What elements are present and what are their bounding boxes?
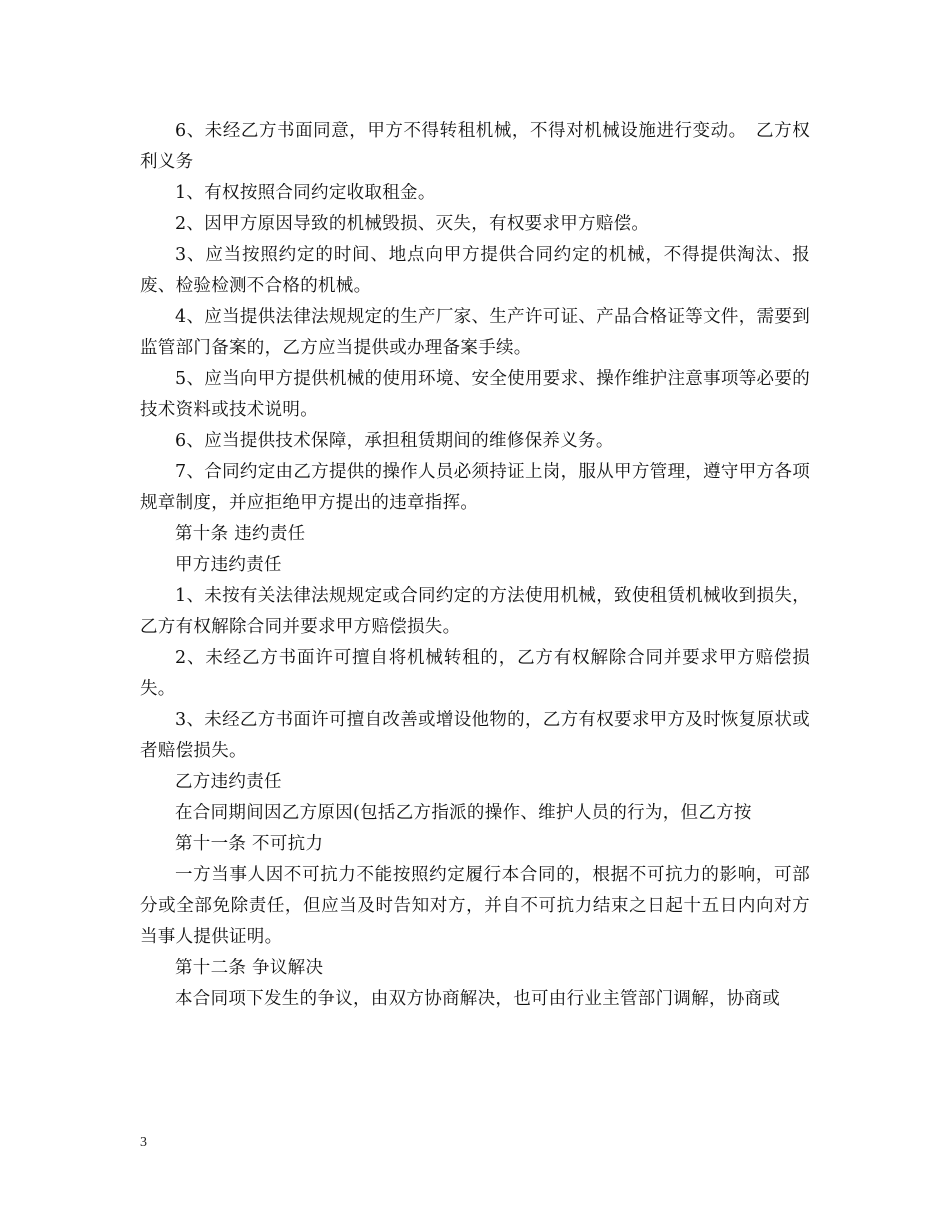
section-heading: 第十一条 不可抗力 xyxy=(175,834,324,854)
paragraph: 在合同期间因乙方原因(包括乙方指派的操作、维护人员的行为，但乙方按 xyxy=(175,803,752,823)
page-number: 3 xyxy=(140,1135,147,1150)
subsection-heading: 乙方违约责任 xyxy=(175,772,282,792)
subsection-heading: 甲方违约责任 xyxy=(175,555,282,575)
document-body xyxy=(140,116,810,1015)
paragraph: 2、未经乙方书面许可擅自将机械转租的，乙方有权解除合同并要求甲方赔偿损失。 xyxy=(140,648,810,699)
paragraph: 本合同项下发生的争议，由双方协商解决，也可由行业主管部门调解，协商或 xyxy=(175,989,781,1009)
paragraph: 3、未经乙方书面许可擅自改善或增设他物的，乙方有权要求甲方及时恢复原状或者赔偿损失。 xyxy=(140,710,810,761)
paragraph: 1、未按有关法律法规规定或合同约定的方法使用机械，致使租赁机械收到损失，乙方有权解除合同并要求甲方赔偿损失。 xyxy=(140,586,810,637)
paragraph: 2、因甲方原因导致的机械毁损、灭失，有权要求甲方赔偿。 xyxy=(175,214,650,234)
section-heading: 第十条 违约责任 xyxy=(175,524,306,544)
paragraph: 一方当事人因不可抗力不能按照约定履行本合同的，根据不可抗力的影响，可部分或全部免除责任，但应当及时告知对方，并自不可抗力结束之日起十五日内向对方当事人提供证明。 xyxy=(140,865,810,947)
paragraph: 4、应当提供法律法规规定的生产厂家、生产许可证、产品合格证等文件，需要到监管部门备案的，乙方应当提供或办理备案手续。 xyxy=(140,307,810,358)
paragraph: 1、有权按照合同约定收取租金。 xyxy=(175,183,436,203)
paragraph: 7、合同约定由乙方提供的操作人员必须持证上岗，服从甲方管理，遵守甲方各项规章制度，并应拒绝甲方提出的违章指挥。 xyxy=(140,462,810,513)
paragraph: 3、应当按照约定的时间、地点向甲方提供合同约定的机械，不得提供淘汰、报废、检验检测不合格的机械。 xyxy=(140,245,810,296)
paragraph: 6、应当提供技术保障，承担租赁期间的维修保养义务。 xyxy=(175,431,614,451)
paragraph: 5、应当向甲方提供机械的使用环境、安全使用要求、操作维护注意事项等必要的技术资料或技术说明。 xyxy=(140,369,810,420)
section-heading: 第十二条 争议解决 xyxy=(175,958,324,978)
paragraph: 6、未经乙方书面同意，甲方不得转租机械，不得对机械设施进行变动。 乙方权利义务 xyxy=(140,121,810,172)
